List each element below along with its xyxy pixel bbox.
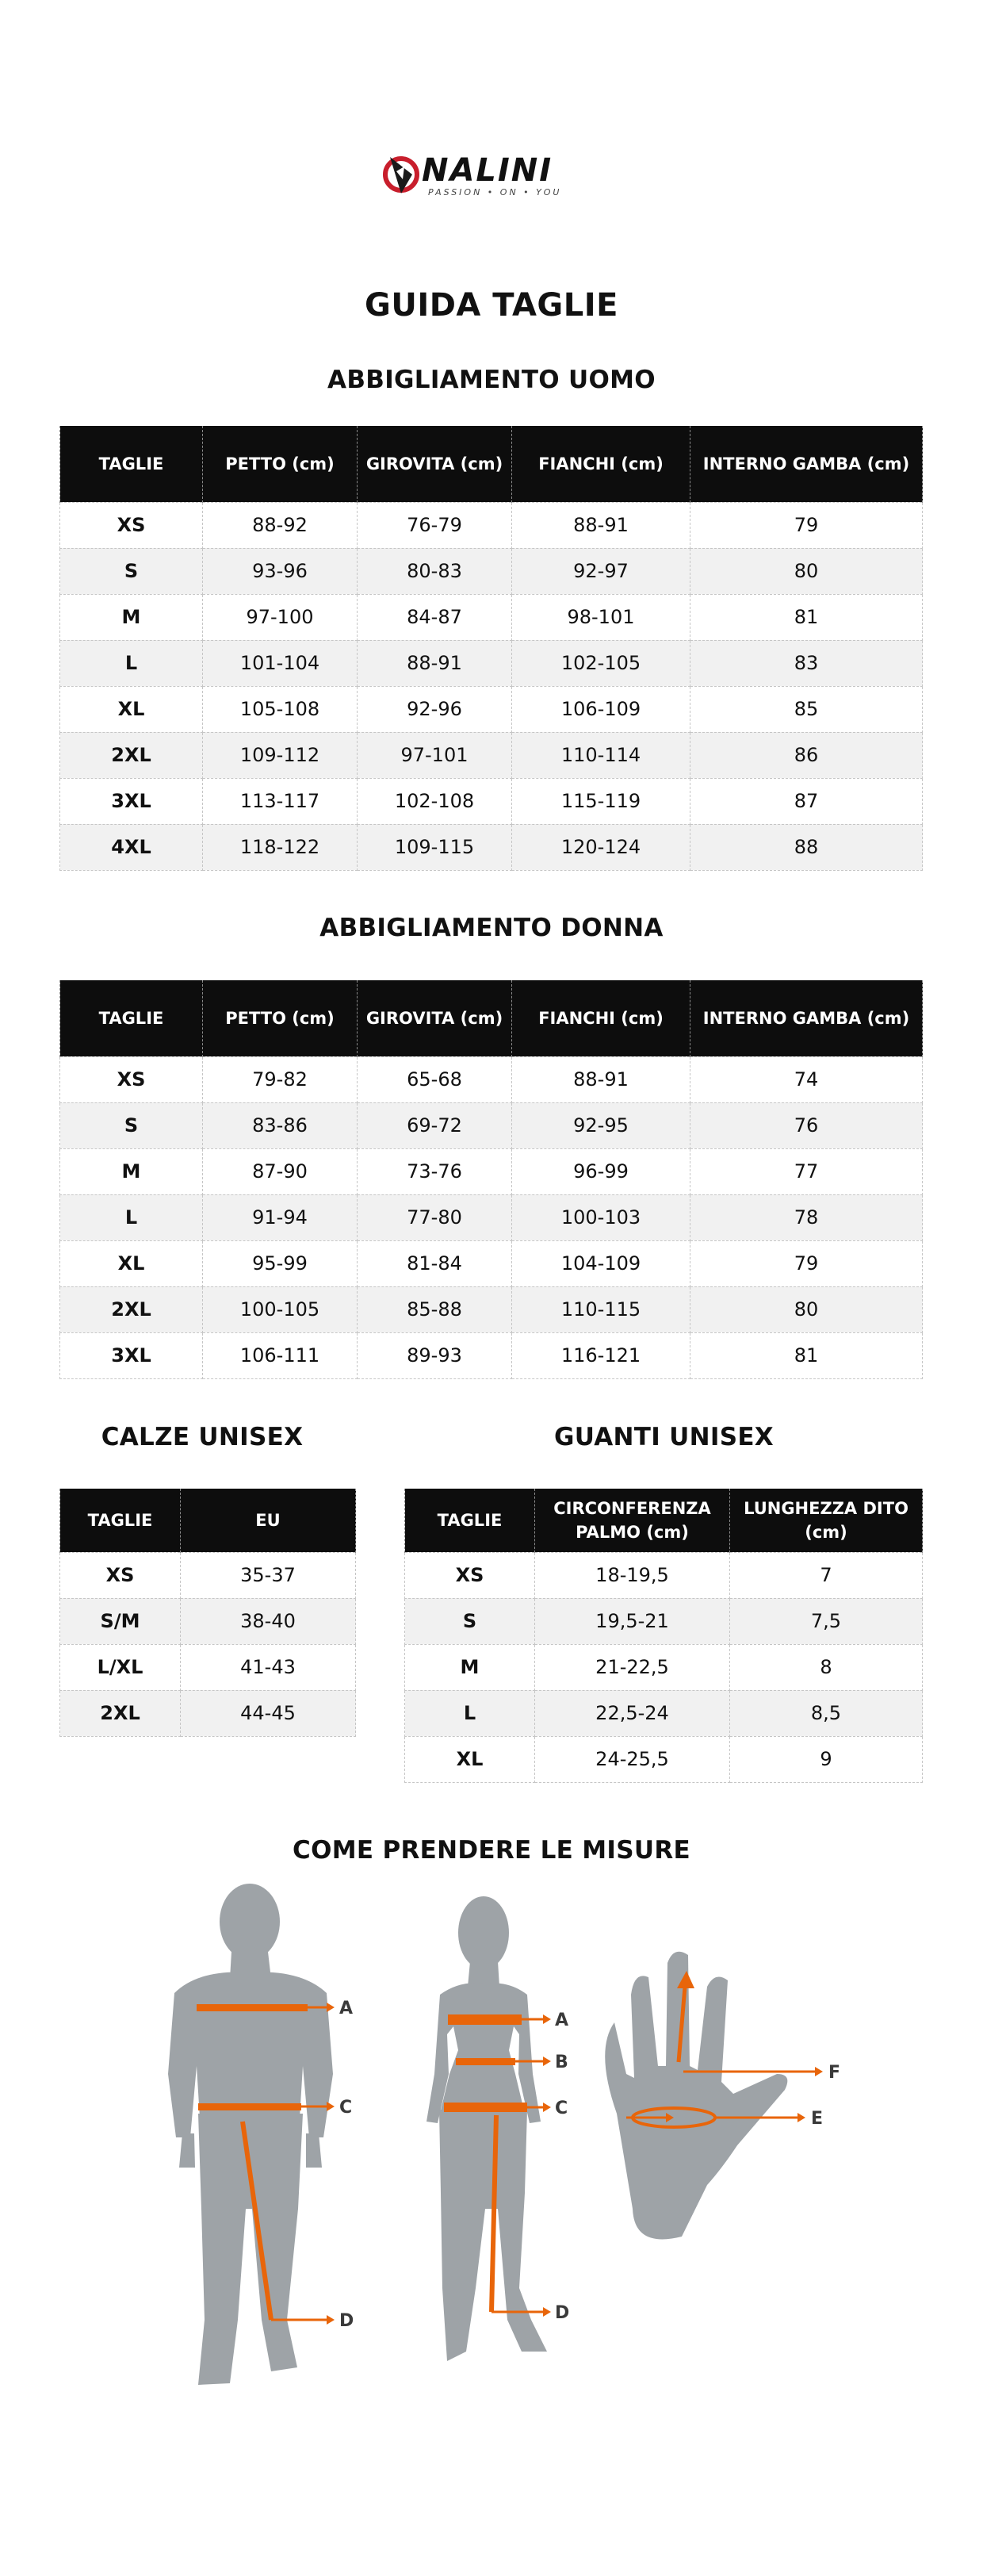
socks-size-table: [59, 1489, 356, 1737]
measure-cell: 65-68: [358, 1056, 512, 1102]
table-row: [60, 502, 923, 548]
measure-cell: 104-109: [512, 1240, 690, 1286]
hand-label-e: E: [811, 2109, 824, 2129]
measure-cell: 77-80: [358, 1194, 512, 1240]
measure-cell: 81-84: [358, 1240, 512, 1286]
hand-silhouette-icon: [605, 1952, 787, 2240]
measure-cell: 21-22,5: [535, 1644, 730, 1690]
page-title: GUIDA TAGLIE: [365, 287, 618, 324]
size-cell: 3XL: [60, 1332, 203, 1378]
column-header: PETTO (cm): [203, 426, 358, 502]
measure-cell: 118-122: [203, 824, 358, 870]
column-header: INTERNO GAMBA (cm): [690, 426, 923, 502]
measure-cell: 106-109: [512, 686, 690, 732]
measure-cell: 100-103: [512, 1194, 690, 1240]
man-label-c: C: [339, 2098, 353, 2118]
measure-cell: 88-91: [512, 1056, 690, 1102]
measure-cell: 92-96: [358, 686, 512, 732]
table-row: [60, 548, 923, 594]
size-cell: 4XL: [60, 824, 203, 870]
size-cell: XS: [405, 1552, 535, 1598]
column-header: LUNGHEZZA DITO (cm): [730, 1489, 923, 1552]
measure-cell: 80: [690, 548, 923, 594]
measure-cell: 83-86: [203, 1102, 358, 1148]
measure-cell: 77: [690, 1148, 923, 1194]
column-header: EU: [181, 1489, 356, 1552]
measure-cell: 100-105: [203, 1286, 358, 1332]
column-header: INTERNO GAMBA (cm): [690, 980, 923, 1056]
men-section-title: ABBIGLIAMENTO UOMO: [327, 366, 656, 394]
size-cell: S: [405, 1598, 535, 1644]
woman-label-a: A: [555, 2011, 569, 2030]
table-row: [60, 824, 923, 870]
measure-cell: 113-117: [203, 778, 358, 824]
nalini-logo: [381, 151, 602, 198]
size-cell: S/M: [60, 1598, 181, 1644]
measure-cell: 85: [690, 686, 923, 732]
size-cell: L: [60, 640, 203, 686]
table-row: [60, 1552, 356, 1598]
column-header: TAGLIE: [60, 980, 203, 1056]
measure-cell: 79-82: [203, 1056, 358, 1102]
table-header-row: [60, 1489, 356, 1552]
measure-cell: 41-43: [181, 1644, 356, 1690]
measure-cell: 109-115: [358, 824, 512, 870]
measure-cell: 92-95: [512, 1102, 690, 1148]
table-row: [60, 640, 923, 686]
size-cell: XS: [60, 1056, 203, 1102]
measure-cell: 7: [730, 1552, 923, 1598]
column-header: TAGLIE: [60, 426, 203, 502]
measure-cell: 8: [730, 1644, 923, 1690]
measure-cell: 85-88: [358, 1286, 512, 1332]
size-cell: S: [60, 548, 203, 594]
measure-cell: 110-114: [512, 732, 690, 778]
man-silhouette-icon: [168, 1884, 333, 2385]
table-row: [60, 1644, 356, 1690]
woman-silhouette-icon: [426, 1896, 547, 2361]
woman-label-d: D: [555, 2303, 570, 2323]
size-cell: L: [60, 1194, 203, 1240]
measure-cell: 84-87: [358, 594, 512, 640]
size-cell: S: [60, 1102, 203, 1148]
men-size-table: [59, 426, 923, 871]
measure-cell: 109-112: [203, 732, 358, 778]
size-cell: M: [405, 1644, 535, 1690]
man-label-a: A: [339, 1999, 354, 2018]
column-header: FIANCHI (cm): [512, 426, 690, 502]
measure-cell: 22,5-24: [535, 1690, 730, 1736]
column-header: PETTO (cm): [203, 980, 358, 1056]
women-section-title: ABBIGLIAMENTO DONNA: [319, 914, 664, 942]
socks-section-title: CALZE UNISEX: [101, 1423, 304, 1451]
measure-cell: 87: [690, 778, 923, 824]
measure-cell: 92-97: [512, 548, 690, 594]
measure-cell: 79: [690, 1240, 923, 1286]
gloves-section-title: GUANTI UNISEX: [553, 1423, 775, 1451]
measure-cell: 80: [690, 1286, 923, 1332]
column-header: TAGLIE: [405, 1489, 535, 1552]
measure-cell: 86: [690, 732, 923, 778]
size-cell: 2XL: [60, 732, 203, 778]
size-cell: 2XL: [60, 1690, 181, 1736]
measure-cell: 76: [690, 1102, 923, 1148]
size-cell: 2XL: [60, 1286, 203, 1332]
measure-cell: 38-40: [181, 1598, 356, 1644]
measure-cell: 80-83: [358, 548, 512, 594]
measure-cell: 81: [690, 594, 923, 640]
measure-cell: 83: [690, 640, 923, 686]
table-row: [405, 1736, 923, 1782]
size-cell: XL: [60, 1240, 203, 1286]
table-header-row: [60, 980, 923, 1056]
measure-cell: 102-108: [358, 778, 512, 824]
table-row: [405, 1690, 923, 1736]
measure-cell: 97-100: [203, 594, 358, 640]
measure-cell: 105-108: [203, 686, 358, 732]
table-row: [405, 1598, 923, 1644]
measure-cell: 106-111: [203, 1332, 358, 1378]
measure-cell: 95-99: [203, 1240, 358, 1286]
measure-cell: 87-90: [203, 1148, 358, 1194]
size-cell: XS: [60, 1552, 181, 1598]
measure-cell: 76-79: [358, 502, 512, 548]
size-cell: XL: [60, 686, 203, 732]
table-row: [60, 1598, 356, 1644]
logo-tagline: PASSION • ON • YOU: [428, 187, 562, 197]
woman-label-b: B: [555, 2053, 568, 2072]
measure-cell: 7,5: [730, 1598, 923, 1644]
measure-cell: 88-92: [203, 502, 358, 548]
table-header-row: [60, 426, 923, 502]
table-row: [60, 1148, 923, 1194]
measure-cell: 98-101: [512, 594, 690, 640]
measure-cell: 102-105: [512, 640, 690, 686]
women-size-table: [59, 980, 923, 1379]
measure-cell: 93-96: [203, 548, 358, 594]
table-header-row: [405, 1489, 923, 1552]
size-cell: M: [60, 594, 203, 640]
man-label-d: D: [339, 2311, 354, 2331]
measure-cell: 18-19,5: [535, 1552, 730, 1598]
table-row: [60, 686, 923, 732]
measure-cell: 101-104: [203, 640, 358, 686]
column-header: GIROVITA (cm): [358, 980, 512, 1056]
size-cell: XS: [60, 502, 203, 548]
table-row: [60, 732, 923, 778]
measure-cell: 44-45: [181, 1690, 356, 1736]
table-row: [60, 1102, 923, 1148]
measure-cell: 78: [690, 1194, 923, 1240]
column-header: FIANCHI (cm): [512, 980, 690, 1056]
size-cell: M: [60, 1148, 203, 1194]
measure-cell: 88: [690, 824, 923, 870]
measure-cell: 91-94: [203, 1194, 358, 1240]
measure-cell: 97-101: [358, 732, 512, 778]
column-header: GIROVITA (cm): [358, 426, 512, 502]
size-cell: L: [405, 1690, 535, 1736]
measure-cell: 79: [690, 502, 923, 548]
measure-cell: 88-91: [512, 502, 690, 548]
measure-cell: 19,5-21: [535, 1598, 730, 1644]
measure-cell: 9: [730, 1736, 923, 1782]
measure-cell: 24-25,5: [535, 1736, 730, 1782]
gloves-size-table: [404, 1489, 923, 1783]
measure-cell: 73-76: [358, 1148, 512, 1194]
table-row: [405, 1552, 923, 1598]
table-row: [405, 1644, 923, 1690]
size-cell: L/XL: [60, 1644, 181, 1690]
logo-wordmark: NALINI: [422, 152, 553, 189]
table-row: [60, 1056, 923, 1102]
table-row: [60, 1332, 923, 1378]
size-cell: 3XL: [60, 778, 203, 824]
table-row: [60, 1240, 923, 1286]
table-row: [60, 1690, 356, 1736]
column-header: TAGLIE: [60, 1489, 181, 1552]
table-row: [60, 594, 923, 640]
column-header: CIRCONFERENZA PALMO (cm): [535, 1489, 730, 1552]
hand-label-f: F: [828, 2063, 841, 2083]
measure-cell: 8,5: [730, 1690, 923, 1736]
measure-cell: 110-115: [512, 1286, 690, 1332]
woman-label-c: C: [555, 2099, 568, 2118]
measurement-figure: [119, 1876, 896, 2415]
logo-emblem-icon: [385, 157, 417, 194]
table-row: [60, 1194, 923, 1240]
measure-cell: 69-72: [358, 1102, 512, 1148]
measure-cell: 115-119: [512, 778, 690, 824]
table-row: [60, 1286, 923, 1332]
measure-section-title: COME PRENDERE LE MISURE: [293, 1836, 690, 1865]
measure-cell: 81: [690, 1332, 923, 1378]
measure-cell: 88-91: [358, 640, 512, 686]
measure-cell: 120-124: [512, 824, 690, 870]
size-cell: XL: [405, 1736, 535, 1782]
table-row: [60, 778, 923, 824]
measure-cell: 35-37: [181, 1552, 356, 1598]
measure-cell: 89-93: [358, 1332, 512, 1378]
measure-cell: 74: [690, 1056, 923, 1102]
measure-cell: 96-99: [512, 1148, 690, 1194]
measure-cell: 116-121: [512, 1332, 690, 1378]
